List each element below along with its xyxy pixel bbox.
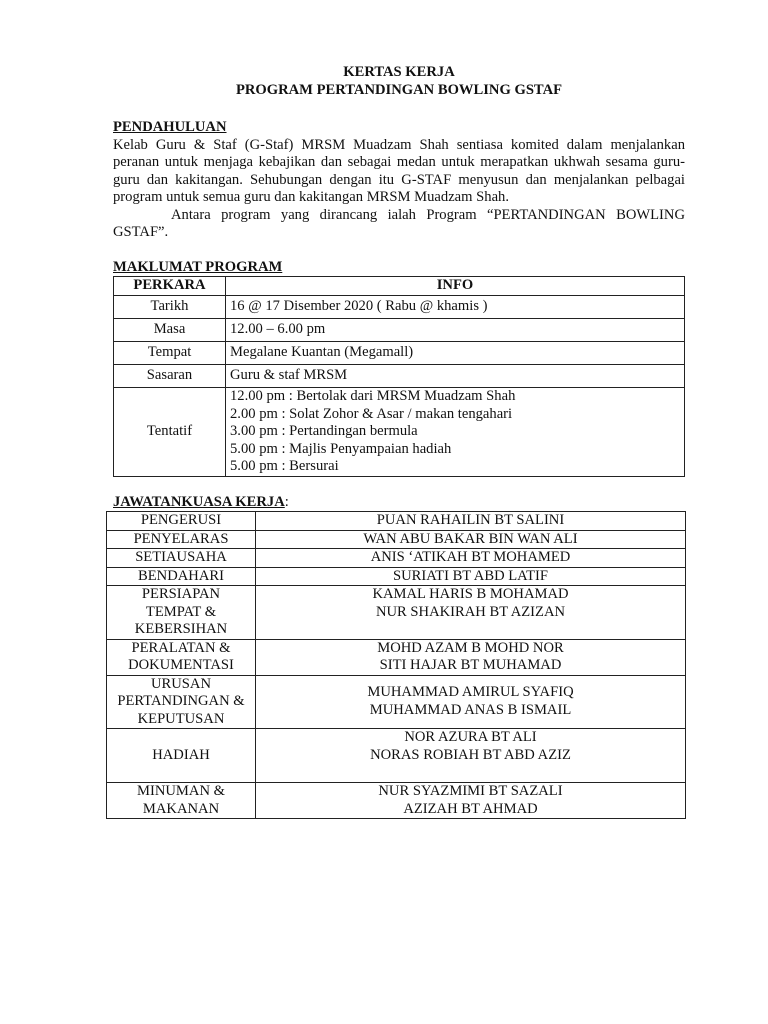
committee-table (106, 511, 686, 819)
member-name: WAN ABU BAKAR BIN WAN ALI (363, 530, 578, 547)
document-subtitle: PROGRAM PERTANDINGAN BOWLING GSTAF (235, 81, 563, 98)
row-value: Guru & staf MRSM (226, 365, 685, 388)
table-row (107, 530, 686, 549)
row-value: Megalane Kuantan (Megamall) (226, 342, 685, 365)
intro-paragraph-2: Antara program yang dirancang ialah Program “PERTANDINGAN BOWLING GSTAF”. (113, 206, 685, 240)
member-name: PUAN RAHAILIN BT SALINI (376, 512, 565, 528)
member-name: KAMAL HARIS B MOHAMAD (372, 586, 569, 602)
committee-role (107, 639, 256, 675)
role-line: URUSAN (150, 675, 211, 692)
member-name: AZIZAH BT AHMAD (403, 800, 538, 817)
table-row (107, 549, 686, 568)
role-line: PERTANDINGAN & (117, 693, 245, 709)
program-info-table (113, 276, 685, 477)
committee-role (107, 783, 256, 819)
table-row (114, 342, 685, 365)
schedule-item: 5.00 pm : Bersurai (230, 458, 339, 474)
table-row (107, 675, 686, 729)
table-row (107, 512, 686, 531)
row-value: 16 @ 17 Disember 2020 ( Rabu @ khamis ) (226, 296, 685, 319)
role-line: HADIAH (152, 746, 210, 763)
role-line: BENDAHARI (138, 567, 224, 584)
committee-heading-colon: : (284, 493, 289, 510)
schedule-item: 5.00 pm : Majlis Penyampaian hadiah (230, 440, 452, 457)
schedule-item: 3.00 pm : Pertandingan bermula (230, 423, 418, 439)
role-line: SETIAUSAHA (135, 549, 227, 565)
table-header-row (114, 277, 685, 296)
intro-paragraph: Kelab Guru & Staf (G-Staf) MRSM Muadzam Shah sentiasa komited dalam menjalankan peranan untuk menjaga kebajikan dan sebagai medan untuk merapatkan ukhwah sesama guru-guru dan kakitangan. Sehubungan dengan itu G-STAF menyusun dan menjalankan pelbagai program untuk semua guru dan kakitangan MRSM Muadzam Shah. (113, 136, 685, 205)
member-name: NUR SYAZMIMI BT SAZALI (378, 783, 563, 799)
role-line: PENYELARAS (133, 530, 229, 547)
role-line: PERALATAN & (131, 639, 231, 656)
document-page (113, 64, 685, 819)
table-row (114, 296, 685, 319)
committee-names (256, 567, 686, 586)
committee-names (256, 729, 686, 783)
table-row (107, 783, 686, 819)
role-line: PERSIAPAN (141, 586, 221, 602)
row-value: 12.00 – 6.00 pm (226, 319, 685, 342)
row-key: Tentatif (114, 388, 226, 477)
member-name: ANIS ‘ATIKAH BT MOHAMED (370, 549, 571, 565)
role-line: TEMPAT & (145, 603, 217, 620)
committee-names (256, 783, 686, 819)
table-row (107, 586, 686, 640)
member-name: MOHD AZAM B MOHD NOR (377, 639, 564, 656)
table-row (107, 729, 686, 783)
table-row (114, 388, 685, 477)
committee-names (256, 549, 686, 568)
committee-role (107, 512, 256, 531)
row-key: Sasaran (114, 365, 226, 388)
schedule-item: 12.00 pm : Bertolak dari MRSM Muadzam Shah (230, 388, 516, 404)
committee-names (256, 530, 686, 549)
role-line: KEBERSIHAN (134, 621, 228, 637)
committee-names (256, 639, 686, 675)
committee-role (107, 586, 256, 640)
committee-names (256, 675, 686, 729)
committee-names (256, 586, 686, 640)
role-line: KEPUTUSAN (137, 710, 225, 727)
committee-role (107, 567, 256, 586)
program-info-heading: MAKLUMAT PROGRAM (113, 258, 283, 275)
role-line: PENGERUSI (140, 512, 222, 528)
header-info: INFO (226, 277, 685, 296)
committee-heading-line (113, 494, 685, 512)
committee-names (256, 512, 686, 531)
row-key: Tempat (114, 342, 226, 365)
role-line: MINUMAN & (137, 783, 225, 799)
table-row (114, 365, 685, 388)
committee-heading: JAWATANKUASA KERJA (113, 493, 285, 510)
member-name: MUHAMMAD ANAS B ISMAIL (369, 701, 572, 718)
member-name: MUHAMMAD AMIRUL SYAFIQ (367, 684, 574, 701)
member-name: NORAS ROBIAH BT ABD AZIZ (370, 746, 571, 763)
committee-role (107, 729, 256, 783)
member-name: NOR AZURA BT ALI (404, 729, 537, 745)
role-line: DOKUMENTASI (128, 657, 234, 673)
document-title: KERTAS KERJA (343, 64, 455, 80)
row-key: Masa (114, 319, 226, 342)
committee-role (107, 675, 256, 729)
committee-role (107, 549, 256, 568)
intro-heading: PENDAHULUAN (113, 119, 227, 135)
table-row (114, 319, 685, 342)
member-name: SURIATI BT ABD LATIF (392, 567, 548, 584)
schedule-cell (226, 388, 685, 477)
member-name: NUR SHAKIRAH BT AZIZAN (375, 603, 566, 620)
member-name: SITI HAJAR BT MUHAMAD (379, 657, 562, 673)
table-row (107, 567, 686, 586)
committee-role (107, 530, 256, 549)
header-perkara: PERKARA (114, 277, 226, 296)
table-row (107, 639, 686, 675)
row-key: Tarikh (114, 296, 226, 319)
role-line: MAKANAN (142, 800, 220, 817)
schedule-item: 2.00 pm : Solat Zohor & Asar / makan tengahari (230, 405, 513, 422)
